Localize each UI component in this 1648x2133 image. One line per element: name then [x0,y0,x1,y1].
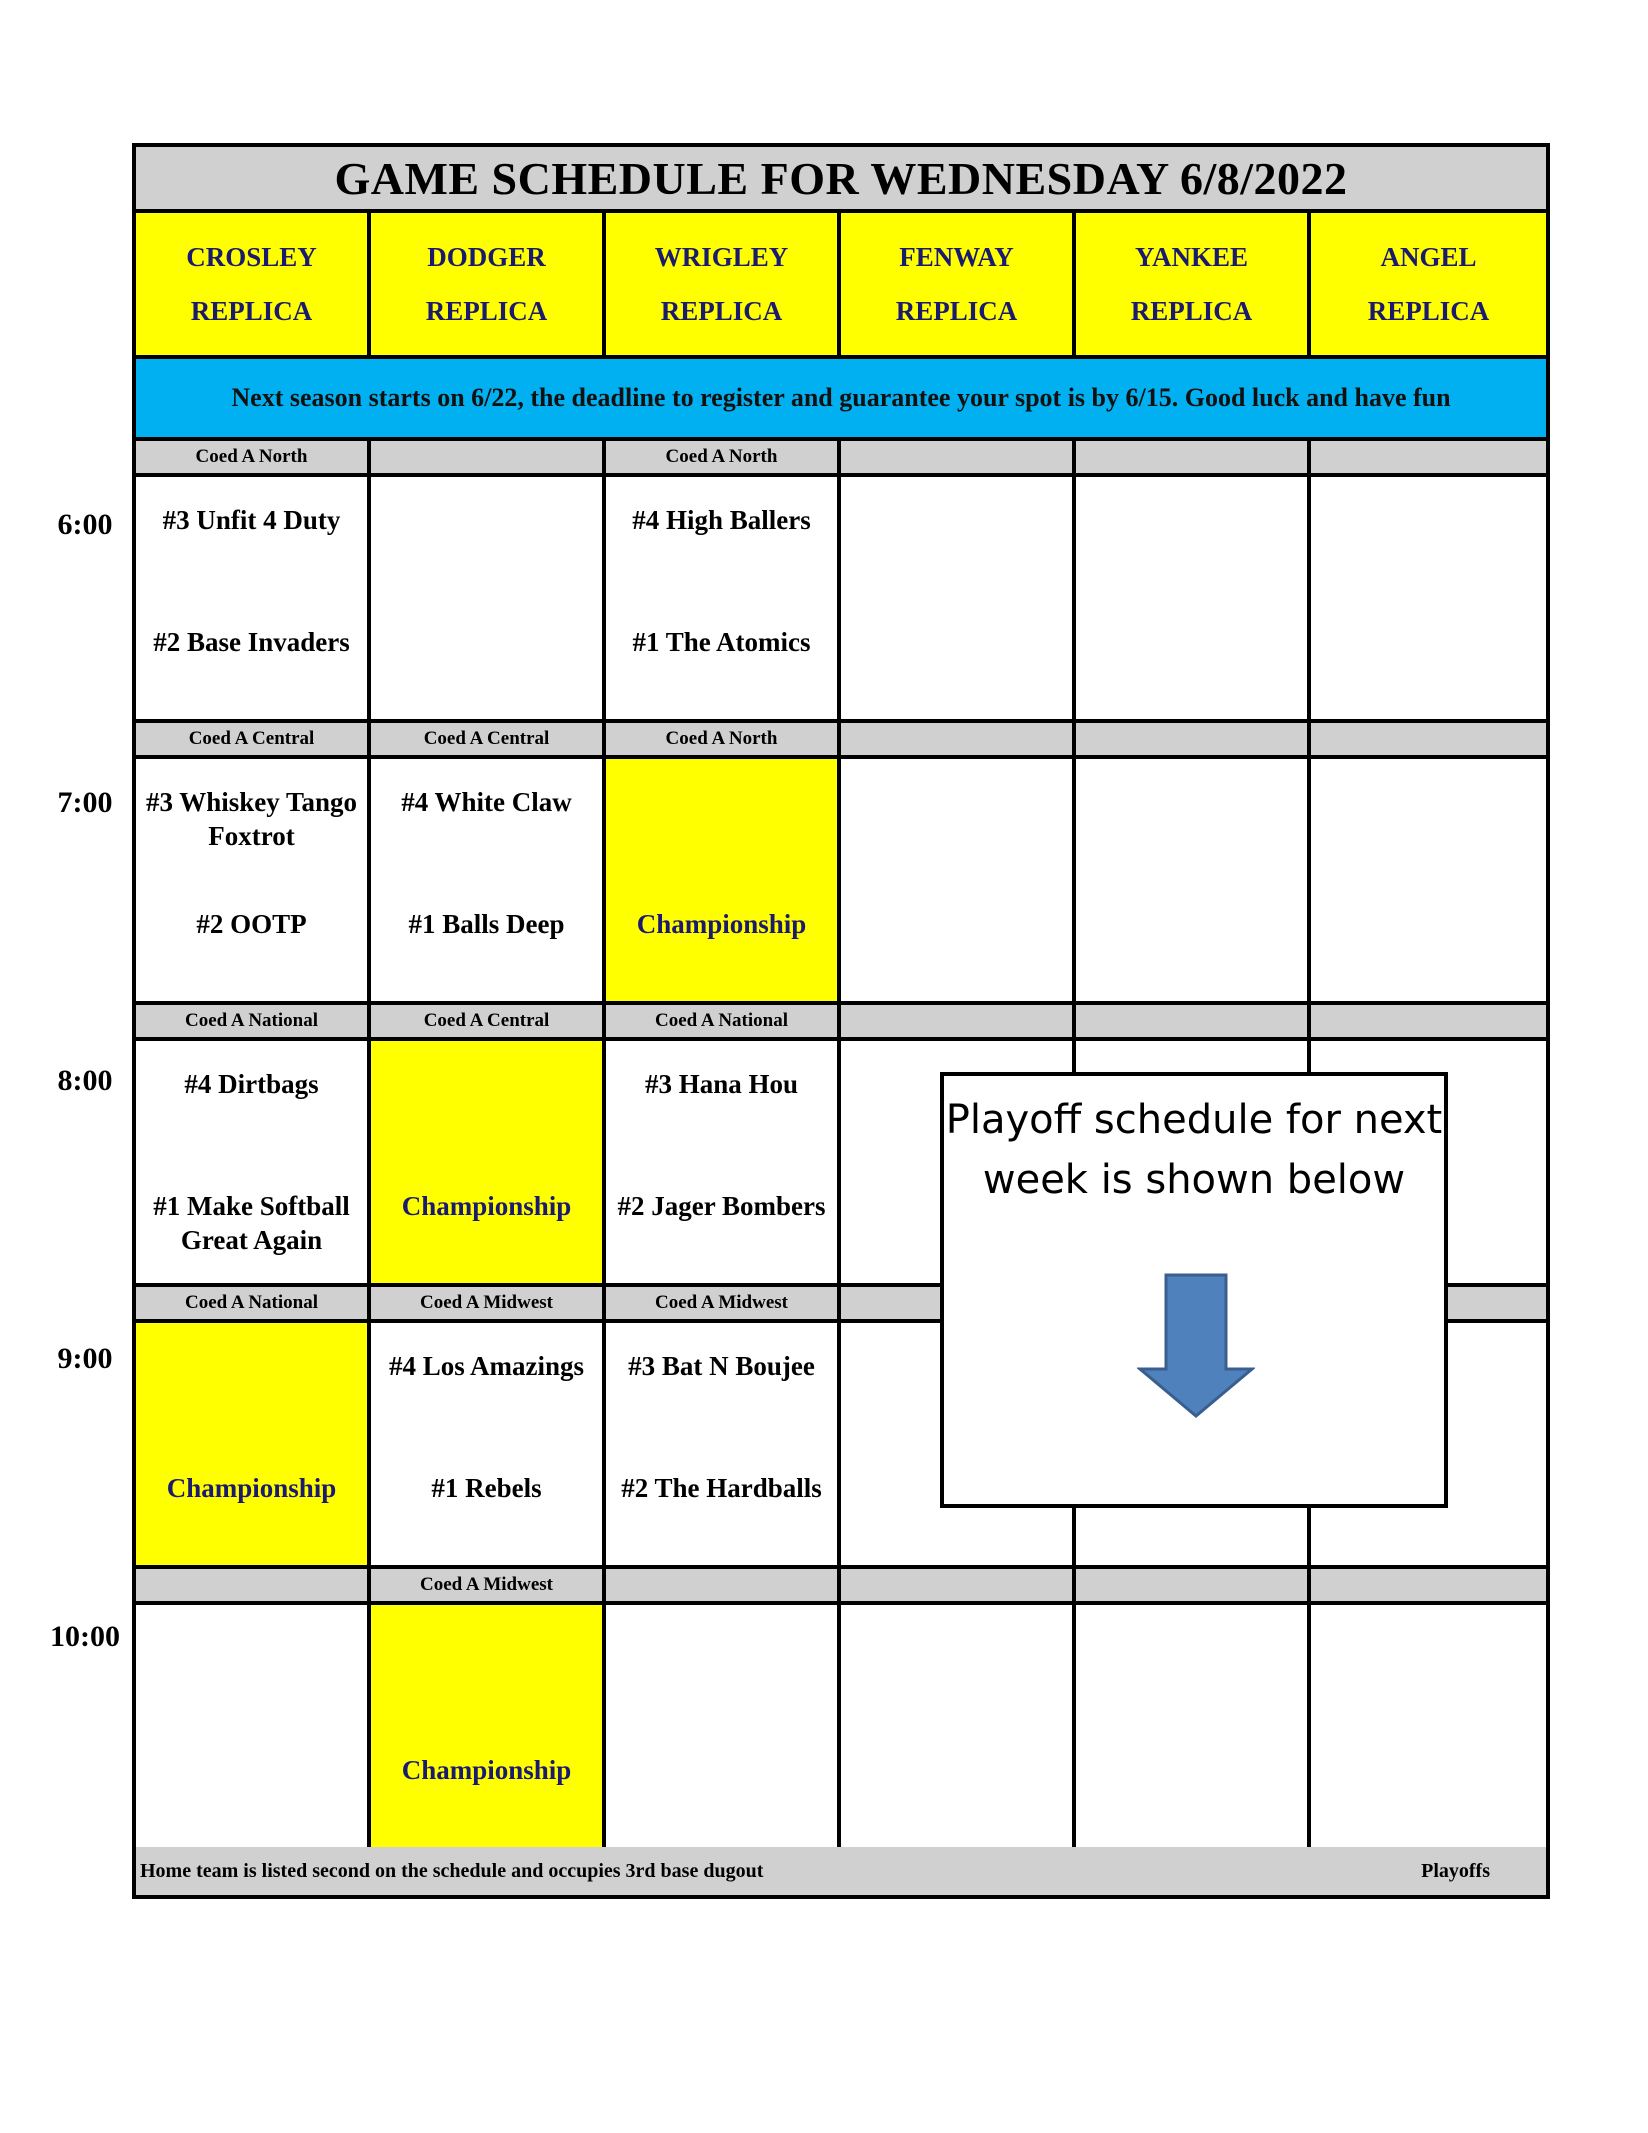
division-row [136,441,1546,477]
callout-text: Playoff schedule for next week is shown below [945,1097,1443,1203]
division-label: Coed A Midwest [371,1569,606,1601]
home-team: #1 Make Softball Great Again [153,1191,350,1255]
home-team: #2 Jager Bombers [617,1191,826,1221]
division-label: Coed A Central [371,1005,606,1037]
game-cell [606,1605,841,1847]
home-team: #1 Balls Deep [408,909,565,939]
game-cell [1311,477,1546,719]
home-team: #2 The Hardballs [621,1473,822,1503]
game-cell [1076,759,1311,1001]
championship-label: Championship [166,1473,337,1503]
page-title: GAME SCHEDULE FOR WEDNESDAY 6/8/2022 [136,147,1546,213]
division-label [1311,441,1546,473]
footer-note: Home team is listed second on the schedule and occupies 3rd base dugout [140,1859,764,1882]
division-label: Coed A North [606,723,841,755]
time-label: 8:00 [57,1064,113,1097]
game-cell [841,1605,1076,1847]
home-team: #2 OOTP [196,909,307,939]
game-row [136,759,1546,1005]
home-team: #1 The Atomics [632,627,811,657]
division-label: Coed A Midwest [606,1287,841,1319]
championship-cell [371,1605,606,1847]
game-cell [371,477,606,719]
division-row [136,723,1546,759]
game-row [136,1605,1546,1851]
field-header: DODGER REPLICA [371,213,606,355]
division-row [136,1569,1546,1605]
championship-label: Championship [636,909,807,939]
time-label: 7:00 [57,786,113,819]
championship-cell [371,1041,606,1283]
game-cell [136,1041,371,1283]
division-label [1311,1569,1546,1601]
game-cell [371,759,606,1001]
division-label [1076,441,1311,473]
season-notice: Next season starts on 6/22, the deadline to register and guarantee your spot is by 6/15. Good luck and have fun [136,359,1546,441]
footer-bar [136,1847,1546,1895]
division-label [1311,1005,1546,1037]
game-cell [136,1605,371,1847]
game-cell [371,1323,606,1565]
game-cell [841,759,1076,1001]
championship-cell [606,759,841,1001]
away-team: #3 Hana Hou [644,1069,799,1099]
field-header: CROSLEY REPLICA [136,213,371,355]
division-label [841,1005,1076,1037]
division-label: Coed A North [606,441,841,473]
field-header: YANKEE REPLICA [1076,213,1311,355]
division-label [841,1569,1076,1601]
championship-cell [136,1323,371,1565]
game-cell [1311,759,1546,1001]
division-label [1076,1005,1311,1037]
division-label: Coed A National [136,1287,371,1319]
away-team: #4 Los Amazings [388,1351,585,1381]
division-label [1311,723,1546,755]
game-cell [606,477,841,719]
game-cell [606,1323,841,1565]
division-label: Coed A Midwest [371,1287,606,1319]
division-label [841,723,1076,755]
away-team: #3 Unfit 4 Duty [162,505,341,535]
away-team: #4 White Claw [401,787,572,817]
game-cell [1311,1605,1546,1847]
game-cell [1076,477,1311,719]
schedule-table [132,143,1550,1899]
game-cell [136,477,371,719]
time-label: 10:00 [50,1620,120,1653]
field-header-row [136,213,1546,359]
down-arrow-icon [1137,1273,1255,1419]
field-header: WRIGLEY REPLICA [606,213,841,355]
time-label: 9:00 [57,1342,113,1375]
time-label: 6:00 [57,508,113,541]
division-label: Coed A National [136,1005,371,1037]
championship-label: Championship [401,1191,572,1221]
championship-label: Championship [401,1755,572,1785]
field-header: FENWAY REPLICA [841,213,1076,355]
away-team: #4 Dirtbags [184,1069,319,1099]
division-label [371,441,606,473]
away-team: #4 High Ballers [632,505,811,535]
away-team: #3 Whiskey Tango Foxtrot [145,787,358,851]
home-team: #2 Base Invaders [153,627,350,657]
footer-label: Playoffs [1421,1859,1490,1882]
game-cell [606,1041,841,1283]
game-cell [1076,1605,1311,1847]
game-cell [841,477,1076,719]
division-label [1076,1569,1311,1601]
division-label [1076,723,1311,755]
field-header: ANGEL REPLICA [1311,213,1546,355]
game-row [136,477,1546,723]
division-label [136,1569,371,1601]
division-label [606,1569,841,1601]
game-cell [136,759,371,1001]
division-label: Coed A National [606,1005,841,1037]
division-label: Coed A Central [136,723,371,755]
division-label [841,441,1076,473]
home-team: #1 Rebels [431,1473,542,1503]
playoff-callout [940,1072,1448,1508]
division-label: Coed A Central [371,723,606,755]
division-row [136,1005,1546,1041]
away-team: #3 Bat N Boujee [628,1351,815,1381]
division-label: Coed A North [136,441,371,473]
